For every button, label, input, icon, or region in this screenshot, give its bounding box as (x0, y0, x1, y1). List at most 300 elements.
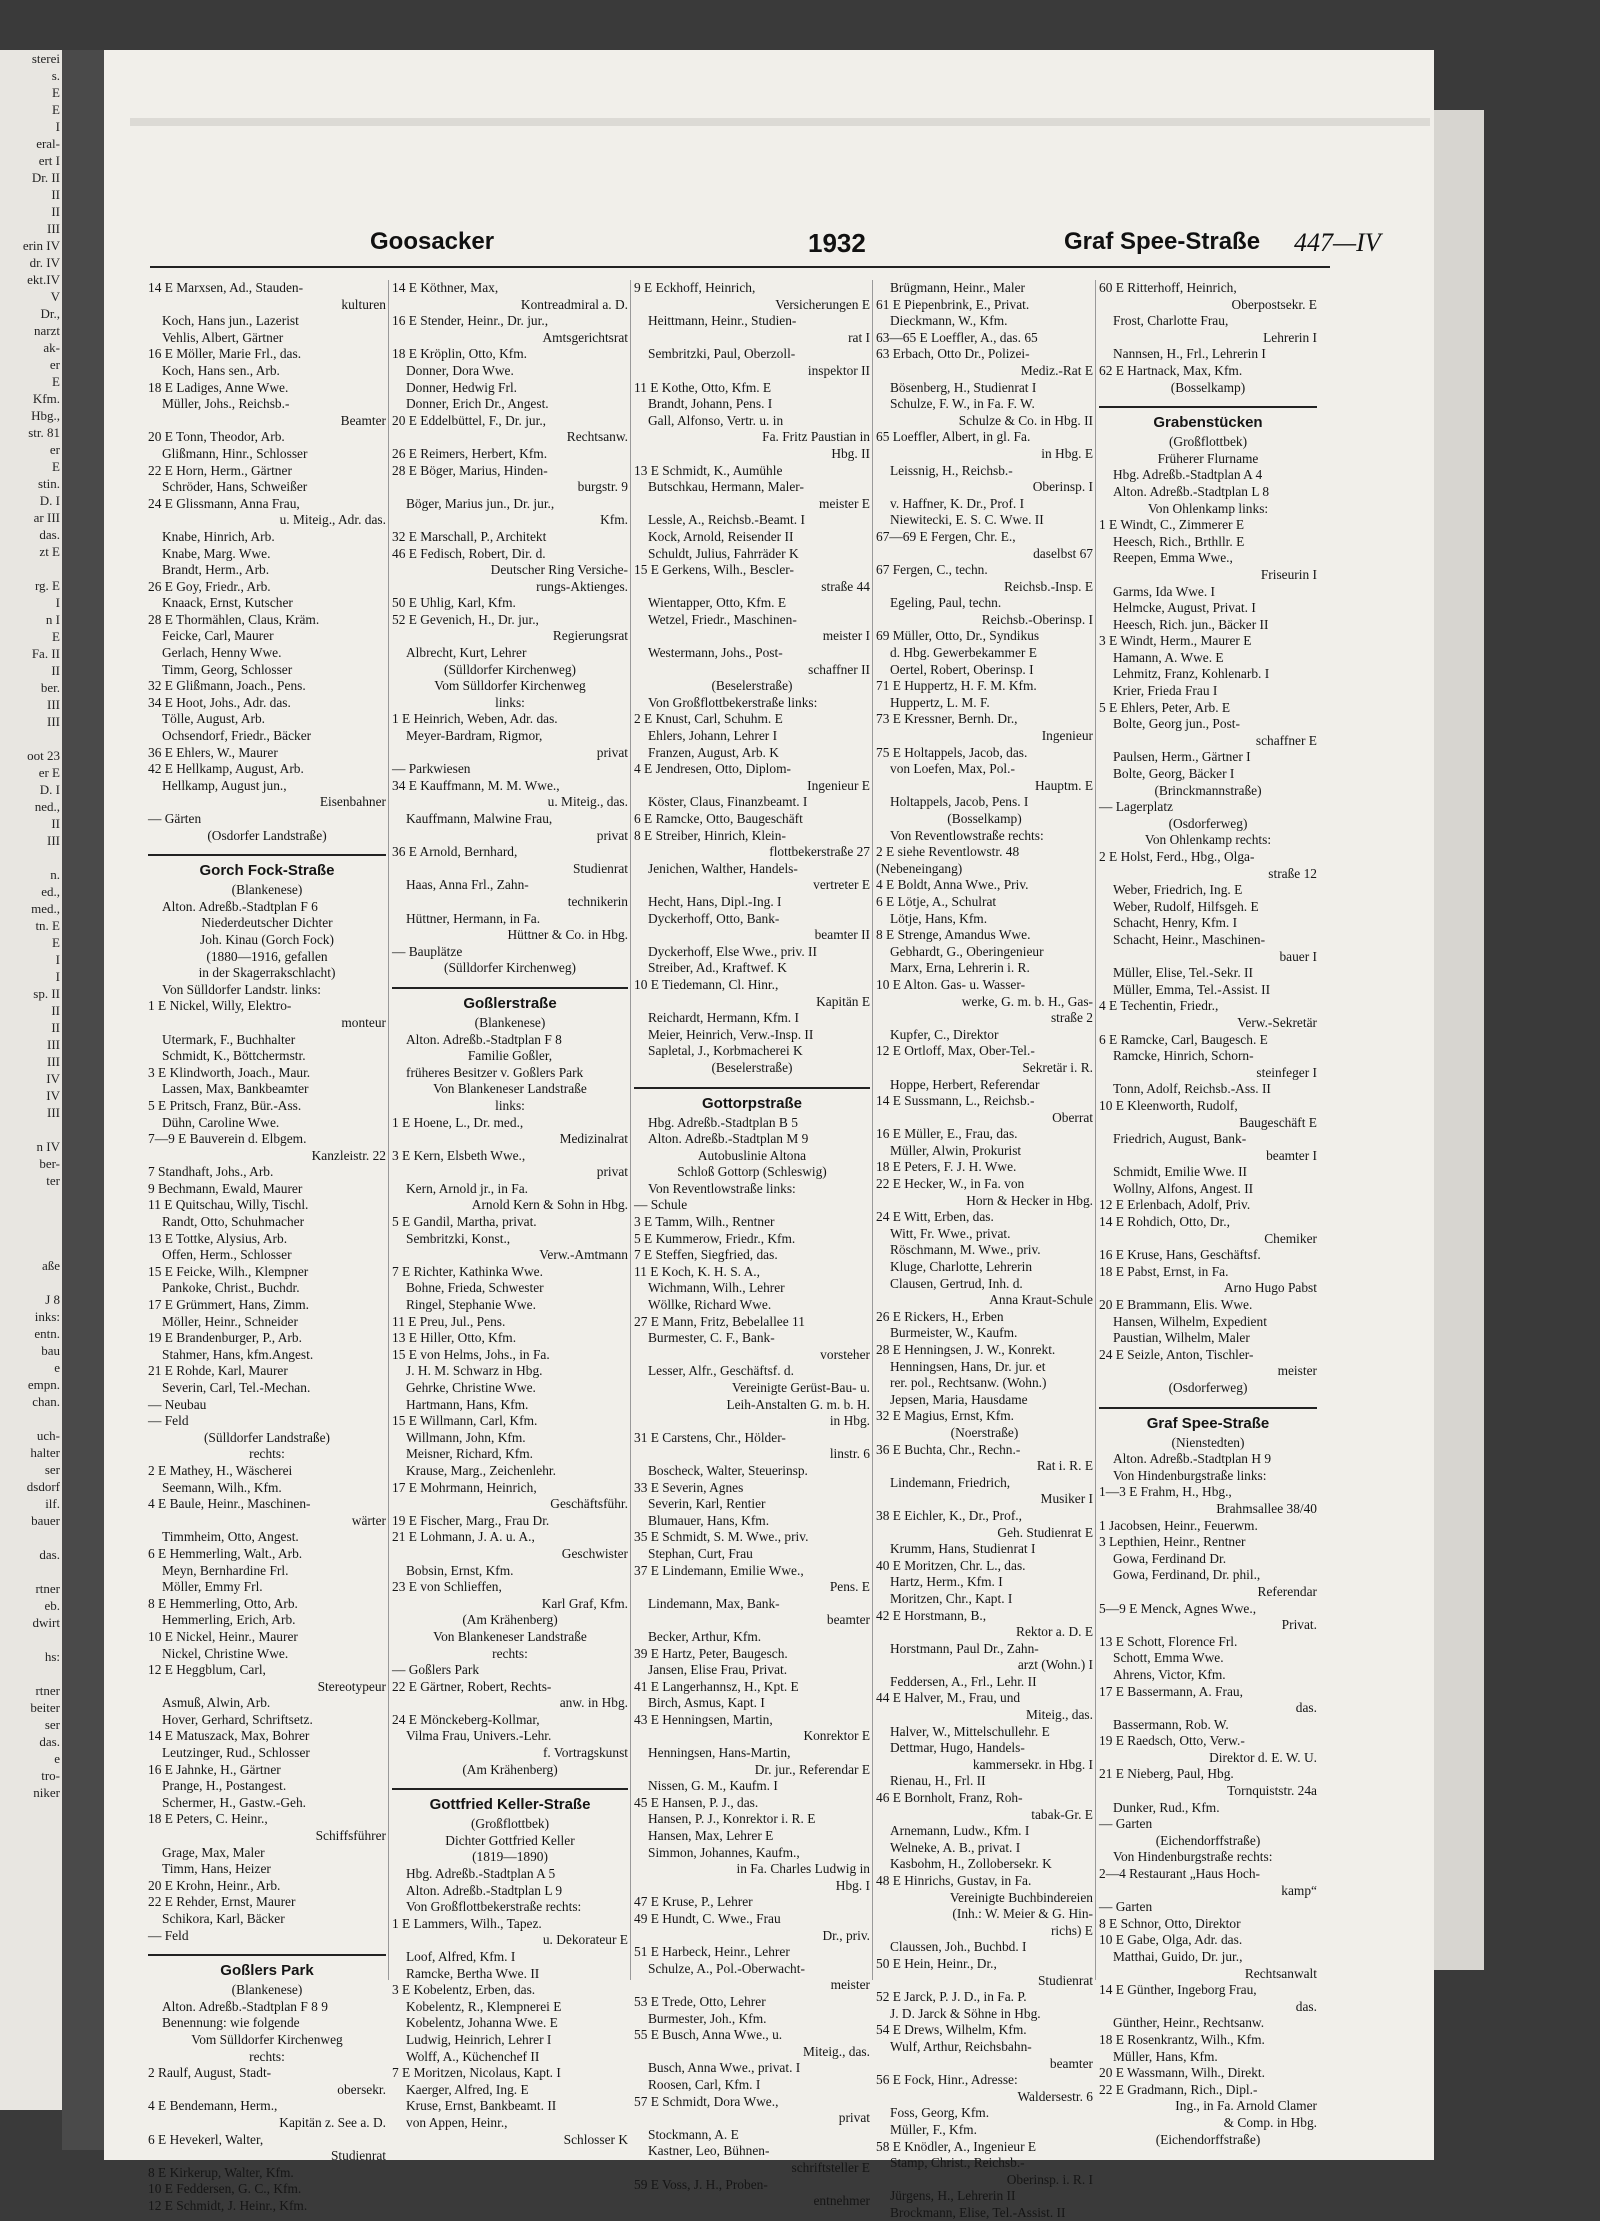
prev-page-fragment: das. (39, 527, 60, 542)
directory-entry: Amtsgerichtsrat (542, 329, 628, 345)
directory-entry: Köster, Claus, Finanzbeamt. I (648, 794, 808, 810)
column-1 (148, 280, 386, 2213)
directory-entry: Ingenieur (1041, 728, 1093, 744)
directory-entry: (Osdorferweg) (1168, 815, 1248, 831)
prev-page-fragment: dr. IV (29, 255, 60, 270)
directory-entry: Nickel, Christine Wwe. (162, 1645, 289, 1661)
directory-entry: — Feld (148, 1927, 189, 1943)
directory-entry: Studienrat (330, 2148, 386, 2164)
directory-entry: 34 E Hoot, Johs., Adr. das. (148, 694, 291, 710)
directory-entry: 7 E Steffen, Siegfried, das. (634, 1247, 778, 1263)
directory-entry: 3 E Windt, Herm., Maurer E (1099, 633, 1252, 649)
directory-entry: 9 Bechmann, Ewald, Maurer (148, 1180, 303, 1196)
directory-entry: 23 E von Schlieffen, (392, 1579, 502, 1595)
directory-entry: (1880—1916, gefallen (206, 948, 328, 964)
prev-page-fragment: sterei (31, 51, 60, 66)
directory-entry: Feicke, Carl, Maurer (162, 628, 274, 644)
directory-entry: Lindemann, Max, Bank- (648, 1595, 780, 1611)
directory-entry: 7 E Moritzen, Nicolaus, Kapt. I (392, 2065, 561, 2081)
directory-entry: (Großflottbek) (470, 1816, 550, 1832)
directory-entry: 14 E Matuszack, Max, Bohrer (148, 1728, 310, 1744)
directory-entry: (Blankenese) (231, 1982, 303, 1998)
directory-entry: kulturen (341, 296, 386, 312)
directory-entry: Schulze & Co. in Hbg. II (958, 412, 1093, 428)
directory-entry: Möller, Emmy Frl. (162, 1579, 263, 1595)
prev-page-fragment: II (51, 663, 60, 678)
directory-entry: Burmester, Joh., Kfm. (648, 2010, 767, 2026)
directory-entry: 26 E Rickers, H., Erben (876, 1308, 1004, 1324)
column-2 (392, 280, 628, 2147)
prev-page-fragment: E (52, 629, 60, 644)
directory-entry: Müller, F., Kfm. (890, 2121, 977, 2137)
directory-entry: links: (495, 1097, 525, 1113)
prev-page-fragment: III (47, 1105, 60, 1120)
prev-page-fragment: tro- (41, 1768, 60, 1783)
directory-entry: 20 E Eddelbüttel, F., Dr. jur., (392, 412, 547, 428)
directory-entry: Studienrat (1037, 1972, 1093, 1988)
directory-entry: Hansen, Max, Lehrer E (648, 1828, 774, 1844)
prev-page-fragment: n I (45, 612, 60, 627)
directory-entry: 16 E Stender, Heinr., Dr. jur., (392, 313, 549, 329)
directory-entry: Miteig., das. (1026, 1707, 1093, 1723)
prev-page-fragment: tn. E (35, 918, 60, 933)
directory-entry: Foss, Georg, Kfm. (890, 2105, 990, 2121)
prev-page-fragment: e (54, 1360, 60, 1375)
directory-entry: 8 E Kirkerup, Walter, Kfm. (148, 2164, 294, 2180)
directory-entry: 14 E Günther, Ingeborg Frau, (1099, 1982, 1257, 1998)
directory-entry: Heittmann, Heinr., Studien- (648, 313, 797, 329)
directory-entry: Schacht, Heinr., Maschinen- (1113, 931, 1266, 947)
directory-entry: 58 E Knödler, A., Ingenieur E (876, 2138, 1037, 2154)
directory-entry: privat (838, 2110, 870, 2126)
directory-entry: 11 E Kothe, Otto, Kfm. E (634, 379, 772, 395)
directory-entry: Hbg. Adreßb.-Stadtplan A 4 (1113, 467, 1263, 483)
directory-entry: Ehlers, Johann, Lehrer I (648, 728, 778, 744)
street-heading: Gottfried Keller-Straße (392, 1788, 628, 1816)
prev-page-fragment: dsdorf (26, 1479, 60, 1494)
directory-entry: Feddersen, A., Frl., Lehr. II (890, 1673, 1037, 1689)
directory-entry: 27 E Mann, Fritz, Bebelallee 11 (634, 1313, 805, 1329)
directory-entry: Schulze, F. W., in Fa. F. W. (890, 396, 1035, 412)
prev-page-fragment: dwirt (32, 1615, 60, 1630)
directory-entry: Gerlach, Henny Wwe. (162, 645, 282, 661)
prev-page-fragment (0, 560, 62, 577)
directory-entry: Müller, Johs., Reichsb.- (162, 396, 290, 412)
directory-entry: Von Ohlenkamp rechts: (1144, 832, 1272, 848)
directory-entry: Baugeschäft E (1239, 1114, 1317, 1130)
prev-page-fragment: entn. (34, 1326, 60, 1341)
directory-entry: Hamann, A. Wwe. E (1113, 649, 1224, 665)
directory-entry: 73 E Kressner, Bernh. Dr., (876, 711, 1018, 727)
directory-entry: 43 E Henningsen, Martin, (634, 1711, 773, 1727)
directory-entry: Bolte, Georg, Bäcker I (1113, 766, 1235, 782)
directory-entry: Egeling, Paul, techn. (890, 595, 1002, 611)
prev-page-fragment (0, 849, 62, 866)
prev-page-fragment: uch- (36, 1428, 60, 1443)
directory-entry: Schmidt, Emilie Wwe. II (1113, 1164, 1248, 1180)
directory-entry: 8 E Strenge, Amandus Wwe. (876, 927, 1031, 943)
directory-entry: Timm, Hans, Heizer (162, 1861, 271, 1877)
directory-entry: Benennung: wie folgende (162, 2015, 300, 2031)
directory-entry: 17 E Mohrmann, Heinrich, (392, 1479, 537, 1495)
directory-entry: Horn & Hecker in Hbg. (966, 1192, 1093, 1208)
directory-entry: Schloß Gottorp (Schleswig) (677, 1164, 827, 1180)
prev-page-fragment: ber. (40, 680, 60, 695)
directory-entry: Moritzen, Chr., Kapt. I (890, 1590, 1013, 1606)
directory-entry: Oberinsp. I (1032, 479, 1093, 495)
directory-entry: 18 E Pabst, Ernst, in Fa. (1099, 1263, 1229, 1279)
directory-entry: 24 E Mönckeberg-Kollmar, (392, 1711, 540, 1727)
prev-page-fragment: eb. (44, 1598, 60, 1613)
directory-entry: Horstmann, Paul Dr., Zahn- (890, 1640, 1039, 1656)
directory-entry: 71 E Huppertz, H. F. M. Kfm. (876, 678, 1037, 694)
directory-entry: — Bauplätze (392, 943, 463, 959)
directory-entry: beamter (1049, 2055, 1093, 2071)
directory-entry: 45 E Hansen, P. J., das. (634, 1794, 759, 1810)
directory-entry: 4 E Jendresen, Otto, Diplom- (634, 761, 791, 777)
directory-entry: 16 E Möller, Marie Frl., das. (148, 346, 302, 362)
prev-page-fragment: bau (41, 1343, 60, 1358)
directory-entry: Dichter Gottfried Keller (445, 1832, 575, 1848)
directory-entry: Brahmsallee 38/40 (1216, 1500, 1317, 1516)
directory-entry: Ingenieur E (807, 777, 870, 793)
directory-entry: früheres Besitzer v. Goßlers Park (406, 1064, 584, 1080)
directory-entry: Glißmann, Hinr., Schlosser (162, 445, 308, 461)
street-heading: Goßlers Park (148, 1954, 386, 1982)
prev-page-fragment: s. (51, 68, 60, 83)
prev-page-fragment: er E (38, 765, 60, 780)
directory-entry: richs) E (1050, 1922, 1093, 1938)
prev-page-fragment: er (49, 357, 60, 372)
prev-page-fragment: rtner (35, 1683, 60, 1698)
directory-entry: Privat. (1281, 1617, 1317, 1633)
directory-entry: Konrektor E (803, 1728, 870, 1744)
directory-entry: 57 E Schmidt, Dora Wwe., (634, 2093, 779, 2109)
directory-entry: 7 Standhaft, Johs., Arb. (148, 1164, 274, 1180)
prev-page-fragment: beiter (30, 1700, 60, 1715)
directory-entry: Leissnig, H., Reichsb.- (890, 462, 1013, 478)
directory-entry: 11 E Preu, Jul., Pens. (392, 1313, 506, 1329)
directory-entry: Dunker, Rud., Kfm. (1113, 1799, 1220, 1815)
directory-entry: 24 E Glissmann, Anna Frau, (148, 495, 300, 511)
directory-entry: 10 E Nickel, Heinr., Maurer (148, 1628, 298, 1644)
directory-entry: Verw.-Sekretär (1237, 1014, 1317, 1030)
directory-entry: Brandt, Herm., Arb. (162, 562, 270, 578)
directory-entry: Röschmann, M. Wwe., priv. (890, 1242, 1041, 1258)
directory-entry: Bohne, Frieda, Schwester (406, 1280, 544, 1296)
directory-entry: Alton. Adreßb.-Stadtplan L 8 (1113, 483, 1270, 499)
directory-entry: 9 E Eckhoff, Heinrich, (634, 280, 756, 295)
directory-entry: 67 Fergen, C., techn. (876, 562, 988, 578)
directory-entry: Blumauer, Hans, Kfm. (648, 1512, 770, 1528)
directory-entry: 11 E Koch, K. H. S. A., (634, 1263, 760, 1279)
directory-entry: Jürgens, H., Lehrerin II (890, 2188, 1016, 2204)
directory-entry: 7—9 E Bauverein d. Elbgem. (148, 1131, 307, 1147)
directory-entry: inspektor II (807, 362, 870, 378)
directory-entry: 22 E Rehder, Ernst, Maurer (148, 1894, 296, 1910)
directory-entry: in Hbg. (829, 1413, 870, 1429)
directory-entry: Musiker I (1040, 1491, 1093, 1507)
directory-entry: Müller, Alwin, Prokurist (890, 1142, 1022, 1158)
directory-entry: 37 E Lindemann, Emilie Wwe., (634, 1562, 804, 1578)
directory-entry: 21 E Nieberg, Paul, Hbg. (1099, 1766, 1234, 1782)
directory-entry: Holtappels, Jacob, Pens. I (890, 794, 1029, 810)
directory-entry: Hauptm. E (1034, 777, 1093, 793)
directory-entry: in Fa. Charles Ludwig in (736, 1861, 870, 1877)
directory-entry: Dr. jur., Referendar E (754, 1761, 870, 1777)
directory-entry: Kapitän E (816, 993, 870, 1009)
directory-entry: Schlosser K (563, 2131, 628, 2147)
prev-page-fragment: rg. E (34, 578, 60, 593)
directory-entry: Knaack, Ernst, Kutscher (162, 595, 293, 611)
directory-entry: Verw.-Amtmann (539, 1247, 628, 1263)
directory-entry: 1 Jacobsen, Heinr., Feuerwm. (1099, 1517, 1258, 1533)
directory-entry: 5—9 E Menck, Agnes Wwe., (1099, 1600, 1257, 1616)
directory-entry: privat (596, 827, 628, 843)
directory-entry: Rienau, H., Frl. II (890, 1773, 986, 1789)
directory-entry: entnehmer (813, 2193, 870, 2209)
directory-entry: Niederdeutscher Dichter (201, 915, 333, 931)
directory-entry: Kupfer, C., Direktor (890, 1026, 999, 1042)
prev-page-fragment: J 8 (45, 1292, 60, 1307)
prev-page-fragment: n. (50, 867, 60, 882)
directory-entry: 28 E Thormählen, Claus, Kräm. (148, 611, 320, 627)
directory-entry: Geh. Studienrat E (997, 1524, 1093, 1540)
directory-entry: Asmuß, Alwin, Arb. (162, 1695, 271, 1711)
directory-entry: Halver, W., Mittelschullehr. E (890, 1723, 1050, 1739)
directory-entry: 32 E Glißmann, Joach., Pens. (148, 678, 306, 694)
directory-entry: 3 E Kobelentz, Erben, das. (392, 1982, 536, 1998)
directory-entry: 65 Loeffler, Albert, in gl. Fa. (876, 429, 1031, 445)
directory-entry: werke, G. m. b. H., Gas- (961, 993, 1093, 1009)
directory-entry: das. (1295, 1998, 1317, 2014)
directory-entry: Gall, Alfonso, Vertr. u. in (648, 412, 784, 428)
directory-entry: Von Hindenburgstraße links: (1113, 1467, 1267, 1483)
directory-entry: Henningsen, Hans-Martin, (648, 1745, 791, 1761)
directory-entry: Gehrke, Christine Wwe. (406, 1380, 536, 1395)
directory-entry: Hoppe, Herbert, Referendar (890, 1076, 1040, 1092)
directory-entry: Fa. Fritz Paustian in (762, 429, 870, 445)
directory-entry: burgstr. 9 (577, 479, 628, 495)
directory-entry: 14 E Sussmann, L., Reichsb.- (876, 1093, 1035, 1109)
directory-entry: 32 E Marschall, P., Architekt (392, 528, 547, 544)
directory-entry: das. (1295, 1700, 1317, 1716)
directory-entry: Regierungsrat (552, 628, 628, 644)
directory-entry: — Schule (634, 1197, 688, 1213)
directory-entry: 1—3 E Frahm, H., Hbg., (1099, 1484, 1232, 1500)
directory-entry: Stereotypeur (317, 1678, 386, 1694)
directory-entry: Alton. Adreßb.-Stadtplan F 8 (406, 1031, 562, 1047)
directory-entry: Paustian, Wilhelm, Maler (1113, 1330, 1250, 1346)
prev-page-fragment: das. (39, 1734, 60, 1749)
directory-entry: Rechtsanw. (566, 429, 628, 445)
directory-entry: rer. pol., Rechtsanw. (Wohn.) (890, 1375, 1047, 1391)
directory-entry: Alton. Adreßb.-Stadtplan L 9 (406, 1882, 563, 1898)
prev-page-fragment: E (52, 85, 60, 100)
directory-entry: Tölle, August, Arb. (162, 711, 266, 727)
directory-entry: (Nienstedten) (1171, 1434, 1245, 1450)
street-heading: Graf Spee-Straße (1099, 1407, 1317, 1435)
directory-entry: Henningsen, Hans, Dr. jur. et (890, 1358, 1046, 1374)
directory-entry: Lehmitz, Franz, Kohlenarb. I (1113, 666, 1270, 682)
directory-entry: Krumm, Hans, Studienrat I (890, 1541, 1036, 1557)
directory-entry: Meisner, Richard, Kfm. (406, 1446, 534, 1462)
directory-entry: straße 12 (1268, 865, 1317, 881)
directory-entry: 55 E Busch, Anna Wwe., u. (634, 2027, 783, 2043)
directory-entry: (Brinckmannstraße) (1154, 782, 1262, 798)
directory-entry: 12 E Erlenbach, Adolf, Priv. (1099, 1197, 1251, 1213)
directory-entry: Lehrerin I (1263, 329, 1317, 345)
directory-entry: 24 E Seizle, Anton, Tischler- (1099, 1346, 1254, 1362)
directory-entry: 11 E Quitschau, Willy, Tischl. (148, 1197, 309, 1213)
directory-entry: meister (830, 1977, 870, 1993)
directory-entry: privat (596, 1164, 628, 1180)
directory-entry: 22 E Horn, Herm., Gärtner (148, 462, 292, 478)
directory-entry: Studienrat (572, 860, 628, 876)
directory-entry: Albrecht, Kurt, Lehrer (406, 645, 527, 661)
directory-entry: Ramcke, Bertha Wwe. II (406, 1965, 540, 1981)
directory-entry: Vilma Frau, Univers.-Lehr. (406, 1728, 552, 1744)
directory-entry: Streiber, Ad., Kraftwef. K (648, 960, 787, 976)
directory-entry: 13 E Hiller, Otto, Kfm. (392, 1330, 517, 1346)
directory-entry: (Osdorferweg) (1168, 1380, 1248, 1395)
prev-page-fragment: D. I (39, 782, 60, 797)
directory-entry: 69 Müller, Otto, Dr., Syndikus (876, 628, 1040, 644)
prev-page-fragment: III (47, 714, 60, 729)
directory-entry: 3 E Klindworth, Joach., Maur. (148, 1064, 311, 1080)
prev-page-fragment (0, 730, 62, 747)
directory-entry: Meyn, Bernhardine Frl. (162, 1562, 289, 1578)
directory-entry: 26 E Reimers, Herbert, Kfm. (392, 445, 548, 461)
directory-entry: steinfeger I (1256, 1064, 1317, 1080)
directory-entry: Oertel, Robert, Oberinsp. I (890, 661, 1034, 677)
directory-entry: Von Blankeneser Landstraße (433, 1081, 587, 1097)
column-separator (388, 280, 389, 1980)
directory-entry: Dieckmann, W., Kfm. (890, 313, 1008, 329)
directory-entry: 38 E Eichler, K., Dr., Prof., (876, 1507, 1022, 1523)
directory-entry: 4 E Techentin, Friedr., (1099, 998, 1219, 1014)
directory-entry: 22 E Gradmann, Rich., Dipl.- (1099, 2081, 1258, 2097)
directory-entry: 26 E Goy, Friedr., Arb. (148, 578, 271, 594)
directory-entry: Stahmer, Hans, kfm.Angest. (162, 1346, 314, 1362)
header-year: 1932 (808, 228, 866, 258)
directory-entry: Prange, H., Postangest. (162, 1778, 287, 1794)
directory-entry: 15 E von Helms, Johs., in Fa. (392, 1346, 550, 1362)
directory-entry: Vehlis, Albert, Gärtner (162, 329, 284, 345)
directory-entry: 10 E Tiedemann, Cl. Hinr., (634, 976, 779, 992)
column-3 (634, 280, 870, 2209)
prev-page-fragment: Dr. II (31, 170, 60, 185)
directory-entry: Rat i. R. E (1036, 1458, 1093, 1474)
directory-entry: 13 E Tottke, Alysius, Arb. (148, 1230, 288, 1246)
directory-entry: 21 E Rohde, Karl, Maurer (148, 1363, 288, 1379)
directory-entry: 12 E Heggblum, Carl, (148, 1662, 266, 1678)
directory-entry: (1819—1890) (472, 1849, 548, 1865)
directory-entry: 8 E Streiber, Hinrich, Klein- (634, 827, 786, 843)
directory-entry: Rechtsanwalt (1244, 1965, 1317, 1981)
directory-entry: Müller, Elise, Tel.-Sekr. II (1113, 965, 1253, 981)
prev-page-fragment: II (51, 204, 60, 219)
directory-entry: Familie Goßler, (467, 1048, 553, 1064)
directory-entry: Schikora, Karl, Bäcker (162, 1911, 285, 1926)
directory-entry: Von Reventlowstraße rechts: (890, 827, 1044, 843)
directory-entry: Brügmann, Heinr., Maler (890, 280, 1025, 295)
directory-entry: (Beselerstraße) (711, 678, 793, 694)
directory-entry: Westermann, Johs., Post- (648, 645, 783, 661)
directory-entry: Oberrat (1052, 1109, 1093, 1125)
directory-entry: Von Großflottbekerstraße links: (648, 694, 818, 710)
directory-entry: Hüttner & Co. in Hbg. (507, 927, 628, 943)
directory-entry: d. Hbg. Gewerbekammer E (890, 645, 1037, 661)
directory-entry: 60 E Ritterhoff, Heinrich, (1099, 280, 1237, 295)
directory-entry: 3 Lepthien, Heinr., Rentner (1099, 1534, 1246, 1550)
directory-entry: 20 E Brammann, Elis. Wwe. (1099, 1297, 1253, 1313)
directory-entry: Schermer, H., Gastw.-Geh. (162, 1794, 306, 1810)
directory-entry: daselbst 67 (1033, 545, 1093, 561)
directory-entry: Heesch, Rich., Brthllr. E (1113, 533, 1245, 549)
directory-entry: 4 E Baule, Heinr., Maschinen- (148, 1496, 311, 1512)
directory-entry: 59 E Voss, J. H., Proben- (634, 2176, 768, 2192)
prev-page-fragment: chan. (32, 1394, 60, 1409)
directory-entry: 16 E Müller, E., Frau, das. (876, 1126, 1018, 1142)
directory-entry: Schott, Emma Wwe. (1113, 1650, 1224, 1666)
directory-entry: Beamter (340, 412, 386, 428)
prev-page-fragment: V (50, 289, 60, 304)
directory-entry: 19 E Brandenburger, P., Arb. (148, 1330, 302, 1346)
directory-entry: 8 E Hemmerling, Otto, Arb. (148, 1595, 298, 1611)
directory-entry: Anna Kraut-Schule (989, 1292, 1093, 1308)
prev-page-fragment (0, 1563, 62, 1580)
directory-entry: Wientapper, Otto, Kfm. E (648, 595, 786, 611)
prev-page-fragment: ert I (38, 153, 60, 168)
directory-entry: Willmann, John, Kfm. (406, 1429, 526, 1445)
directory-entry: 32 E Magius, Ernst, Kfm. (876, 1408, 1014, 1424)
directory-entry: Dettmar, Hugo, Handels- (890, 1740, 1025, 1756)
directory-entry: linstr. 6 (829, 1446, 870, 1462)
directory-entry: Knabe, Marg. Wwe. (162, 545, 271, 561)
directory-entry: Sembritzki, Paul, Oberzoll- (648, 346, 796, 362)
column-separator (630, 280, 631, 1980)
directory-entry: (Nebeneingang) (876, 860, 963, 876)
directory-entry: — Garten (1099, 1816, 1153, 1832)
directory-entry: 15 E Gerkens, Wilh., Bescler- (634, 562, 794, 578)
directory-entry: Referendar (1257, 1583, 1317, 1599)
directory-entry: 15 E Willmann, Carl, Kfm. (392, 1413, 538, 1429)
directory-entry: 46 E Bornholt, Franz, Roh- (876, 1790, 1023, 1806)
prev-page-fragment: n IV (36, 1139, 60, 1154)
directory-entry: 4 E Boldt, Anna Wwe., Priv. (876, 877, 1029, 893)
prev-page-fragment: eral- (36, 136, 60, 151)
directory-entry: straße 2 (1050, 1010, 1093, 1026)
directory-entry: 2 E siehe Reventlowstr. 48 (876, 844, 1020, 860)
directory-entry: 2 Raulf, August, Stadt- (148, 2065, 272, 2081)
directory-entry: Kobelentz, R., Klempnerei E (406, 1998, 562, 2014)
directory-entry: Mediz.-Rat E (1020, 362, 1093, 378)
directory-entry: Tonn, Adolf, Reichsb.-Ass. II (1113, 1081, 1271, 1097)
directory-entry: Joh. Kinau (Gorch Fock) (200, 931, 334, 947)
directory-entry: Schiffsführer (315, 1828, 386, 1844)
directory-entry: — Lagerplatz (1099, 799, 1173, 815)
directory-entry: 18 E Kröplin, Otto, Kfm. (392, 346, 528, 362)
directory-entry: Gowa, Ferdinand Dr. (1113, 1550, 1227, 1566)
directory-entry: 61 E Piepenbrink, E., Privat. (876, 296, 1030, 312)
directory-entry: Dyckerhoff, Else Wwe., priv. II (648, 943, 817, 959)
prev-page-fragment: IV (46, 1088, 60, 1103)
directory-entry: Arnold Kern & Sohn in Hbg. (471, 1197, 628, 1213)
directory-entry: Medizinalrat (559, 1131, 628, 1147)
header-first-street: Goosacker (370, 228, 495, 255)
prev-page-fragment: I (55, 595, 60, 610)
